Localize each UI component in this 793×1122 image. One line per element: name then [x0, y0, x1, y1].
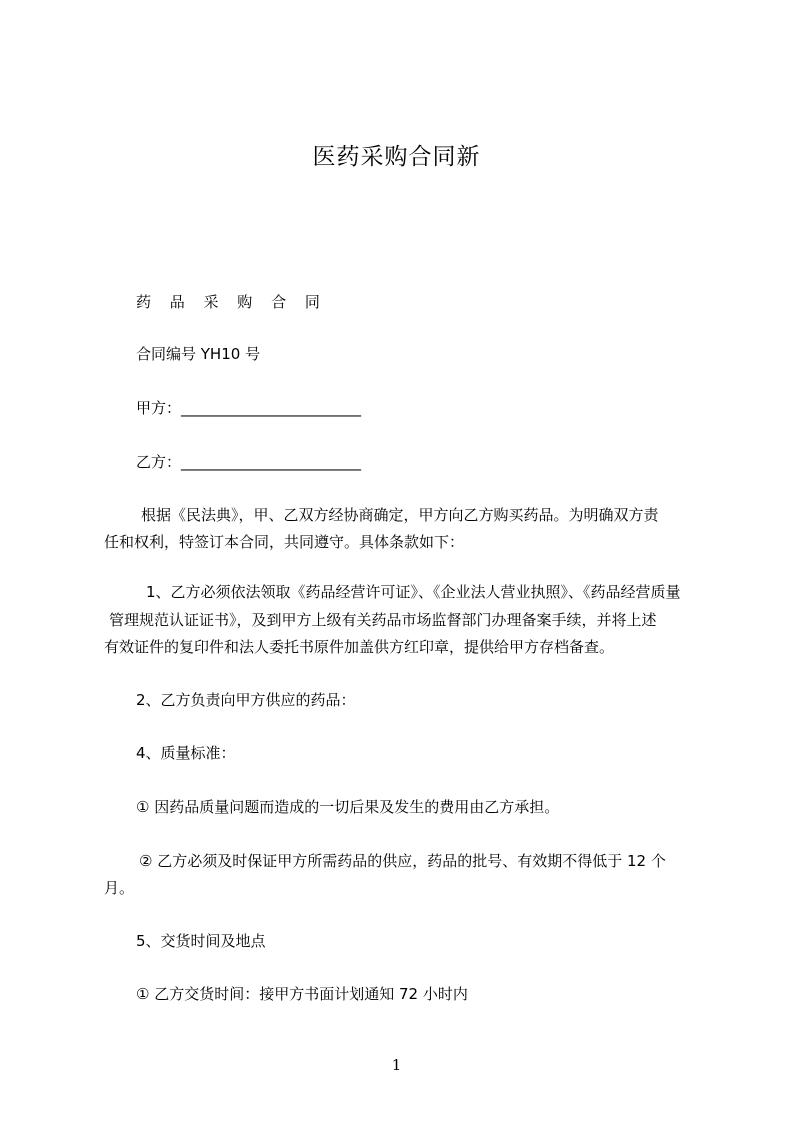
contract-heading: 药 品 采 购 合 同 — [136, 293, 327, 311]
clause-1-line-3: 有效证件的复印件和法人委托书原件加盖供方红印章，提供给甲方存档备查。 — [104, 638, 615, 656]
clause-1-line-2: 管理规范认证证书》，及到甲方上级有关药品市场监督部门办理备案手续，并将上述 — [109, 611, 657, 629]
intro-paragraph-line-2: 任和权利，特签订本合同，共同遵守。具体条款如下： — [104, 533, 465, 551]
intro-paragraph-line-1: 根据《民法典》，甲、乙双方经协商确定，甲方向乙方购买药品。为明确双方责 — [141, 506, 659, 524]
clause-2: 2、乙方负责向甲方供应的药品： — [136, 691, 356, 709]
clause-4: 4、质量标准： — [136, 744, 236, 762]
clause-4-item-2-line-2: 月。 — [104, 879, 135, 897]
clause-4-item-2-line-1: ② 乙方必须及时保证甲方所需药品的供应，药品的批号、有效期不得低于 12 个 — [139, 852, 666, 870]
clause-1-line-1: 1、乙方必须依法领取《药品经营许可证》、《企业法人营业执照》、《药品经营质量 — [146, 583, 681, 601]
page-number: 1 — [391, 1056, 402, 1074]
party-a-line: 甲方：________________________ — [136, 399, 362, 417]
clause-5: 5、交货时间及地点 — [136, 932, 266, 950]
clause-4-item-1: ① 因药品质量问题而造成的一切后果及发生的费用由乙方承担。 — [136, 798, 560, 816]
clause-5-item-1: ① 乙方交货时间：接甲方书面计划通知 72 小时内 — [136, 985, 468, 1003]
document-title: 医药采购合同新 — [312, 144, 481, 170]
party-b-line: 乙方：________________________ — [136, 453, 362, 471]
contract-number: 合同编号 YH10 号 — [136, 345, 261, 363]
